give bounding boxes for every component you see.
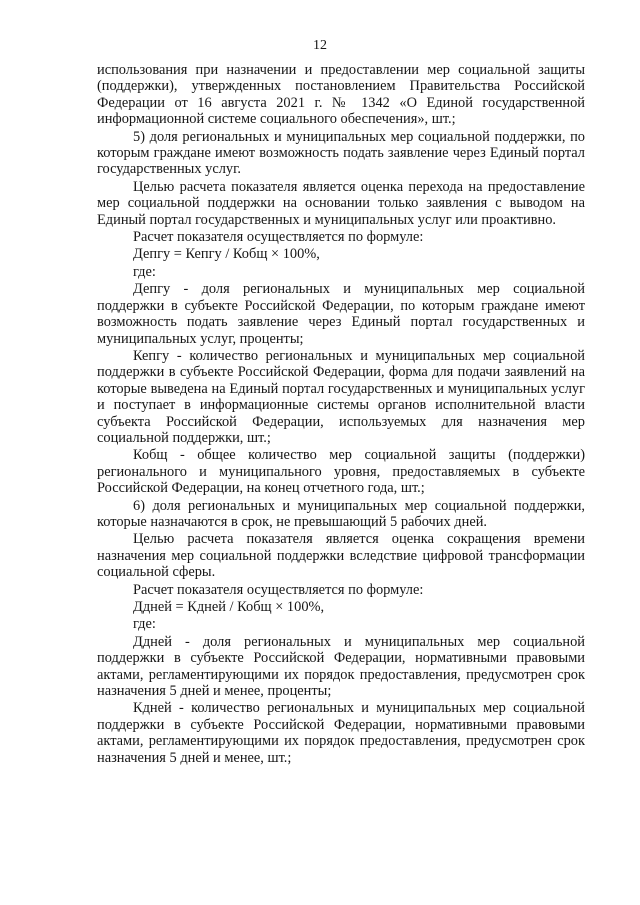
paragraph: Целью расчета показателя является оценка сокращения времени назначения мер социальной поддержки вследствие цифровой трансформации социальной сферы. [97, 531, 585, 581]
paragraph: Ддней - доля региональных и муниципальных мер социальной поддержки в субъекте Российской Федерации, нормативными правовыми актами, регламентирующими их порядок предоставления, предусмотрен срок назначения 5 дней и менее, проценты; [97, 633, 585, 700]
formula: Депгу = Кепгу / Кобщ × 100%, [133, 246, 320, 263]
formula: Ддней = Кдней / Кобщ × 100%, [133, 599, 325, 615]
where-label: где: [133, 616, 156, 633]
paragraph: Депгу - доля региональных и муниципальных мер социальной поддержки в субъекте Российской Федерации, по которым граждане имеют возможность подать заявление через Единый портал государственных и муниципальных услуг, проценты; [97, 281, 585, 347]
document-body [97, 62, 585, 767]
paragraph: Целью расчета показателя является оценка перехода на предоставление мер социальной поддержки на основании только заявления с выводом на Единый портал государственных и муниципальных услуг или проактивно. [97, 178, 585, 228]
paragraph: Расчет показателя осуществляется по формуле: [133, 229, 424, 246]
page-number: 12 [313, 38, 327, 53]
paragraph: Кобщ - общее количество мер социальной защиты (поддержки) регионального и муниципального уровня, предоставляемых в субъекте Российской Федерации, на конец отчетного года, шт.; [97, 447, 585, 497]
paragraph: использования при назначении и предоставлении мер социальной защиты (поддержки), утвержденных постановлением Правительства Российской Федерации от 16 августа 2021 г. № 1342 «О Единой государственной информационной системе социального обеспечения», шт.; [97, 62, 585, 128]
paragraph: 5) доля региональных и муниципальных мер социальной поддержки, по которым граждане имеют возможность подать заявление через Единый портал государственных услуг. [97, 128, 585, 178]
paragraph: Кепгу - количество региональных и муниципальных мер социальной поддержки в субъекте Российской Федерации, форма для подачи заявлений на которые выведена на Единый портал государственных и муниципальных услуг и поступает в информационные системы органов исполнительной власти субъекта Российской Федерации, используемых для назначения мер социальной поддержки, шт.; [97, 347, 585, 446]
paragraph: 6) доля региональных и муниципальных мер социальной поддержки, которые назначаются в срок, не превышающий 5 рабочих дней. [97, 497, 585, 530]
paragraph: Кдней - количество региональных и муниципальных мер социальной поддержки в субъекте Российской Федерации, нормативными правовыми актами, регламентирующими их порядок предоставления, предусмотрен срок назначения 5 дней и менее, шт.; [97, 700, 585, 766]
paragraph: Расчет показателя осуществляется по формуле: [133, 581, 424, 598]
where-label: где: [133, 263, 156, 280]
